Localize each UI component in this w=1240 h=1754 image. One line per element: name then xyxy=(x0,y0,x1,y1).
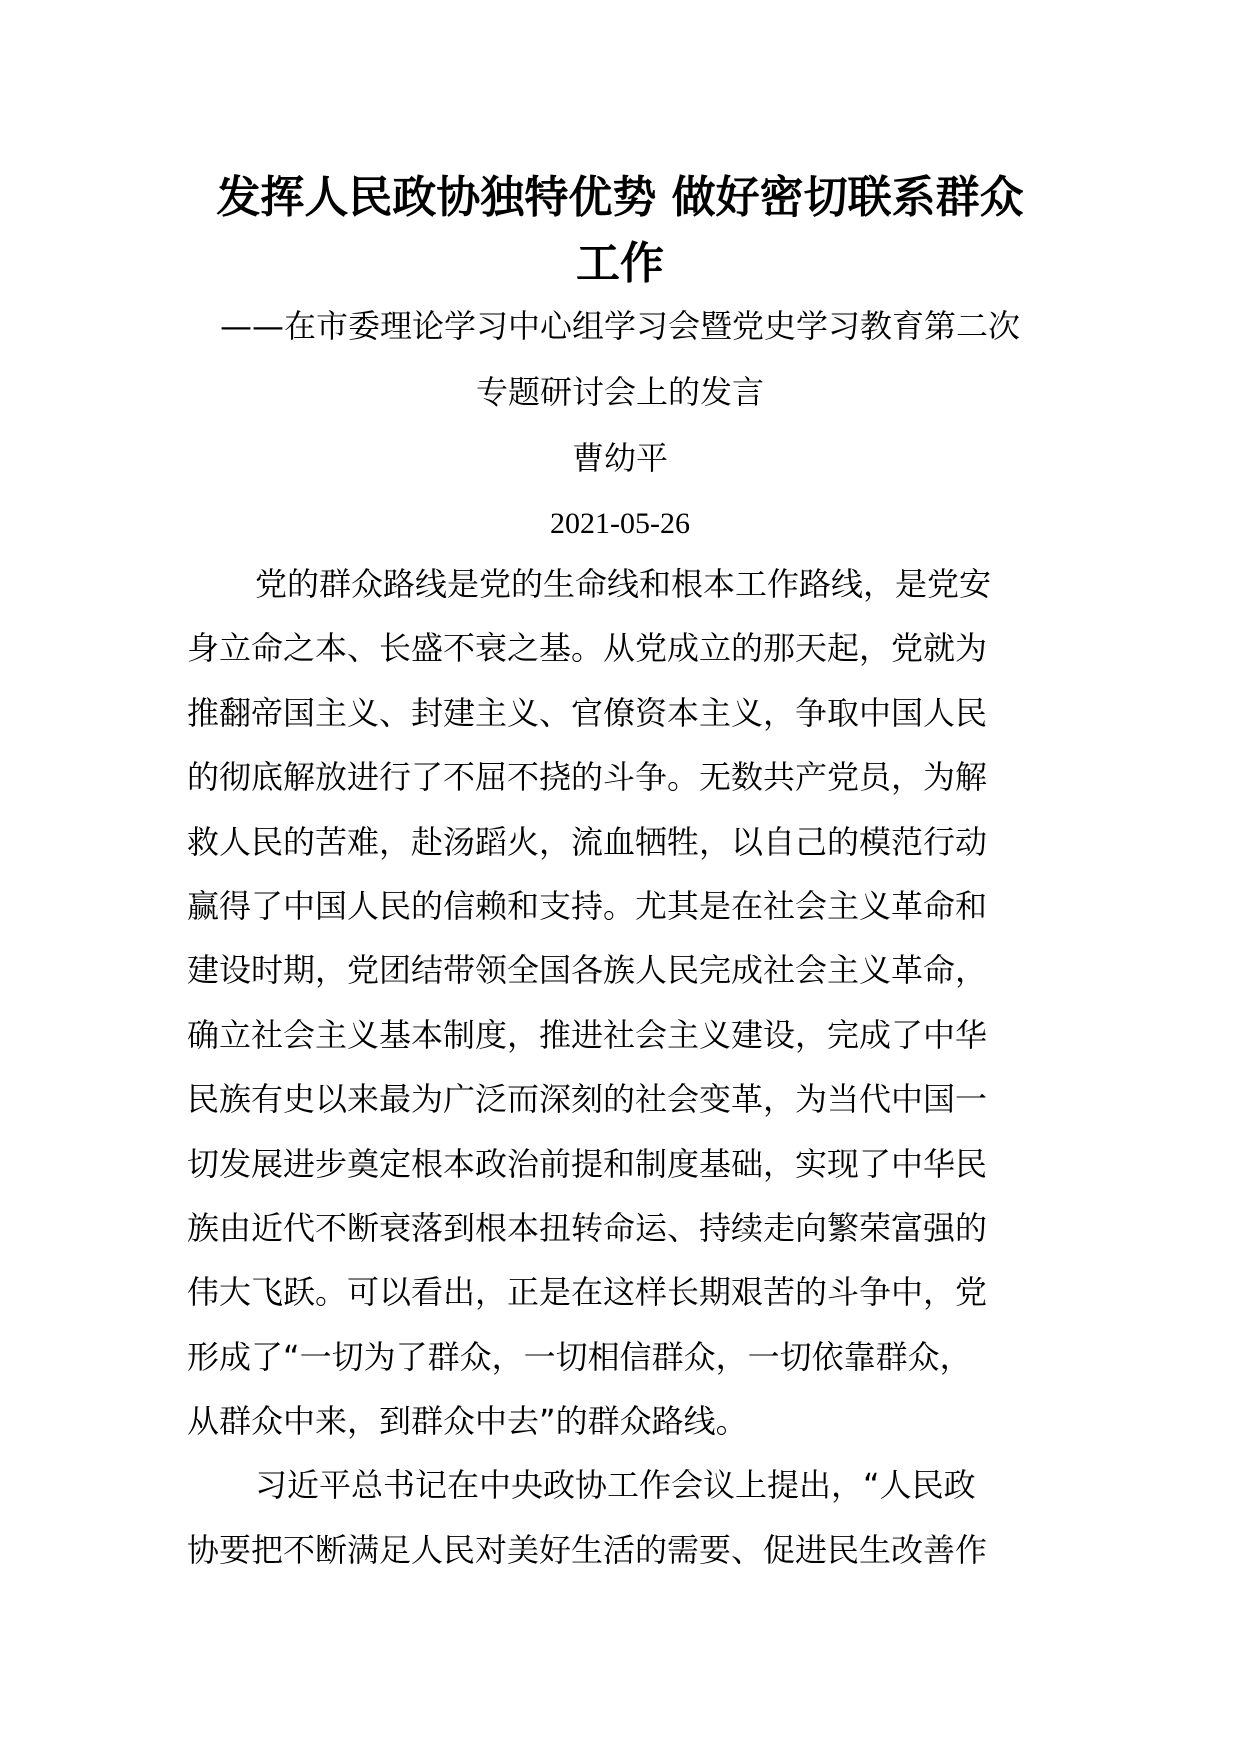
paragraph-line: 建设时期，党团结带领全国各族人民完成社会主义革命， xyxy=(187,951,988,990)
paragraph-line: 身立命之本、长盛不衰之基。从党成立的那天起，党就为 xyxy=(187,629,988,668)
paragraph-1 xyxy=(187,562,1057,1463)
paragraph-line: 伟大飞跃。可以看出，正是在这样长期艰苦的斗争中，党 xyxy=(187,1273,988,1312)
document-subtitle-line-1: ——在市委理论学习中心组学习会暨党史学习教育第二次 xyxy=(219,307,1020,345)
paragraph-line: 形成了“一切为了群众，一切相信群众，一切依靠群众， xyxy=(187,1337,972,1376)
paragraph-line: 的彻底解放进行了不屈不挠的斗争。无数共产党员，为解 xyxy=(187,758,988,797)
author-name: 曹幼平 xyxy=(571,439,668,477)
paragraph-line: 从群众中来，到群众中去”的群众路线。 xyxy=(187,1402,748,1441)
paragraph-line: 族由近代不断衰落到根本扭转命运、持续走向繁荣富强的 xyxy=(187,1208,988,1247)
document-title-line-2: 工作 xyxy=(576,238,664,289)
paragraph-line: 协要把不断满足人民对美好生活的需要、促进民生改善作 xyxy=(187,1530,988,1569)
document-subtitle-line-2: 专题研讨会上的发言 xyxy=(475,373,764,411)
paragraph-line: 确立社会主义基本制度，推进社会主义建设，完成了中华 xyxy=(187,1015,988,1054)
paragraph-line: 党的群众路线是党的生命线和根本工作路线，是党安 xyxy=(255,565,992,603)
paragraph-2 xyxy=(187,1463,1057,1592)
paragraph-line: 推翻帝国主义、封建主义、官僚资本主义，争取中国人民 xyxy=(187,693,988,732)
document-body xyxy=(187,562,1057,1592)
paragraph-line: 救人民的苦难，赴汤蹈火，流血牺牲，以自己的模范行动 xyxy=(187,822,988,861)
publish-date: 2021-05-26 xyxy=(550,507,690,540)
paragraph-line: 习近平总书记在中央政协工作会议上提出，“人民政 xyxy=(255,1466,976,1505)
paragraph-line: 民族有史以来最为广泛而深刻的社会变革，为当代中国一 xyxy=(187,1080,988,1119)
document-title-line-1: 发挥人民政协独特优势 做好密切联系群众 xyxy=(216,172,1024,223)
paragraph-line: 赢得了中国人民的信赖和支持。尤其是在社会主义革命和 xyxy=(187,886,988,925)
paragraph-line: 切发展进步奠定根本政治前提和制度基础，实现了中华民 xyxy=(187,1144,988,1183)
